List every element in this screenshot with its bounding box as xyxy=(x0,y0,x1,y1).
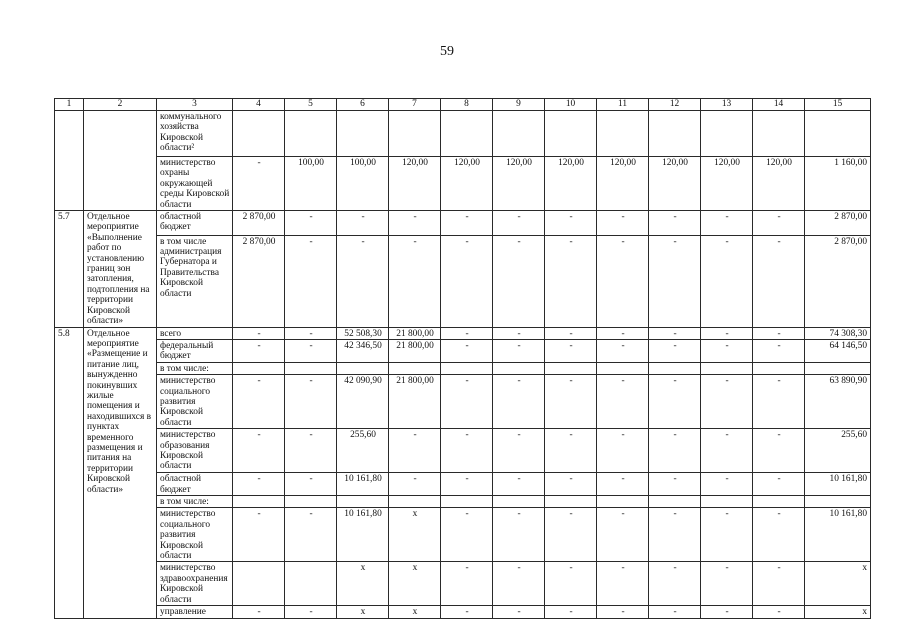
value-cell: - xyxy=(285,429,337,473)
value-cell xyxy=(753,495,805,507)
value-cell: - xyxy=(545,562,597,606)
value-cell: - xyxy=(389,473,441,496)
value-cell: - xyxy=(285,606,337,618)
value-cell: 2 870,00 xyxy=(233,235,285,327)
value-cell: - xyxy=(597,339,649,362)
column-header: 15 xyxy=(805,99,871,111)
value-cell: - xyxy=(233,339,285,362)
total-cell: 74 308,30 xyxy=(805,327,871,339)
value-cell xyxy=(493,362,545,374)
table-row xyxy=(55,157,871,211)
value-cell: - xyxy=(545,473,597,496)
value-cell: - xyxy=(493,508,545,562)
total-cell: 63 890,90 xyxy=(805,375,871,429)
column-header: 9 xyxy=(493,99,545,111)
value-cell xyxy=(493,111,545,157)
value-cell: - xyxy=(441,562,493,606)
total-cell: 10 161,80 xyxy=(805,473,871,496)
value-cell: - xyxy=(493,429,545,473)
value-cell: 120,00 xyxy=(389,157,441,211)
value-cell xyxy=(649,495,701,507)
measure-name-cell: Отдельное мероприятие «Размещение и питание лиц, вынужденно покинувших жилые помещения и находившихся в пунктах временного размещения и питания на территории Кировской области» xyxy=(84,327,157,618)
value-cell xyxy=(233,362,285,374)
table-row xyxy=(55,562,871,606)
column-header: 2 xyxy=(84,99,157,111)
value-cell xyxy=(389,111,441,157)
column-header: 13 xyxy=(701,99,753,111)
value-cell: - xyxy=(285,211,337,236)
value-cell xyxy=(649,111,701,157)
value-cell: - xyxy=(753,473,805,496)
item-number-cell: 5.8 xyxy=(55,327,84,618)
total-cell: x xyxy=(805,562,871,606)
value-cell: - xyxy=(285,327,337,339)
value-cell: - xyxy=(441,339,493,362)
value-cell: 100,00 xyxy=(285,157,337,211)
value-cell: - xyxy=(701,473,753,496)
value-cell: - xyxy=(701,235,753,327)
total-cell xyxy=(805,362,871,374)
funding-source-cell: в том числе: xyxy=(157,495,233,507)
value-cell: - xyxy=(545,327,597,339)
value-cell: - xyxy=(597,606,649,618)
value-cell: - xyxy=(753,211,805,236)
value-cell: - xyxy=(597,375,649,429)
column-header: 12 xyxy=(649,99,701,111)
value-cell: - xyxy=(597,473,649,496)
total-cell: 255,60 xyxy=(805,429,871,473)
value-cell: x xyxy=(337,606,389,618)
total-cell xyxy=(805,111,871,157)
value-cell: - xyxy=(701,429,753,473)
value-cell xyxy=(441,362,493,374)
column-header: 1 xyxy=(55,99,84,111)
value-cell xyxy=(545,111,597,157)
value-cell: 120,00 xyxy=(649,157,701,211)
value-cell: - xyxy=(285,235,337,327)
value-cell: - xyxy=(701,562,753,606)
value-cell: - xyxy=(493,211,545,236)
value-cell: - xyxy=(701,339,753,362)
value-cell: - xyxy=(441,235,493,327)
value-cell: - xyxy=(285,473,337,496)
total-cell xyxy=(805,495,871,507)
value-cell: - xyxy=(441,473,493,496)
value-cell xyxy=(233,111,285,157)
value-cell: - xyxy=(233,375,285,429)
table-row xyxy=(55,211,871,236)
value-cell: - xyxy=(545,429,597,473)
funding-source-cell: министерство здравоохранения Кировской области xyxy=(157,562,233,606)
value-cell: 120,00 xyxy=(441,157,493,211)
value-cell: 21 800,00 xyxy=(389,339,441,362)
value-cell xyxy=(597,111,649,157)
value-cell xyxy=(389,495,441,507)
value-cell xyxy=(597,495,649,507)
total-cell: 2 870,00 xyxy=(805,235,871,327)
column-header: 4 xyxy=(233,99,285,111)
value-cell: - xyxy=(649,606,701,618)
value-cell: - xyxy=(389,211,441,236)
value-cell: x xyxy=(389,606,441,618)
value-cell xyxy=(389,362,441,374)
table-row xyxy=(55,473,871,496)
header-row xyxy=(55,99,871,111)
value-cell: 21 800,00 xyxy=(389,327,441,339)
value-cell: - xyxy=(649,375,701,429)
column-header: 3 xyxy=(157,99,233,111)
funding-source-cell: в том числе: xyxy=(157,362,233,374)
value-cell: - xyxy=(597,562,649,606)
value-cell xyxy=(753,362,805,374)
value-cell: - xyxy=(545,339,597,362)
value-cell: x xyxy=(389,508,441,562)
budget-table xyxy=(54,98,871,619)
value-cell: - xyxy=(285,508,337,562)
funding-source-cell: областной бюджет xyxy=(157,473,233,496)
value-cell: - xyxy=(649,339,701,362)
value-cell: - xyxy=(597,211,649,236)
value-cell: - xyxy=(597,429,649,473)
value-cell: - xyxy=(441,429,493,473)
value-cell: - xyxy=(389,429,441,473)
value-cell: - xyxy=(649,508,701,562)
total-cell: 2 870,00 xyxy=(805,211,871,236)
value-cell xyxy=(285,562,337,606)
table-row xyxy=(55,362,871,374)
value-cell: 120,00 xyxy=(545,157,597,211)
value-cell: - xyxy=(233,157,285,211)
value-cell: 21 800,00 xyxy=(389,375,441,429)
value-cell xyxy=(441,495,493,507)
value-cell: - xyxy=(753,235,805,327)
value-cell: - xyxy=(493,339,545,362)
value-cell xyxy=(493,495,545,507)
measure-name-cell xyxy=(84,111,157,211)
value-cell: - xyxy=(753,508,805,562)
total-cell: 10 161,80 xyxy=(805,508,871,562)
funding-source-cell: всего xyxy=(157,327,233,339)
value-cell: 42 090,90 xyxy=(337,375,389,429)
value-cell: - xyxy=(441,606,493,618)
table-row xyxy=(55,429,871,473)
value-cell xyxy=(701,111,753,157)
value-cell: - xyxy=(753,327,805,339)
value-cell: - xyxy=(493,473,545,496)
column-header: 6 xyxy=(337,99,389,111)
value-cell: - xyxy=(233,606,285,618)
total-cell: x xyxy=(805,606,871,618)
value-cell: - xyxy=(701,606,753,618)
value-cell: - xyxy=(545,606,597,618)
value-cell: 52 508,30 xyxy=(337,327,389,339)
value-cell: - xyxy=(233,508,285,562)
funding-source-cell: министерство образования Кировской области xyxy=(157,429,233,473)
value-cell: - xyxy=(753,339,805,362)
value-cell: x xyxy=(337,562,389,606)
table-row xyxy=(55,508,871,562)
value-cell: - xyxy=(753,606,805,618)
table-row xyxy=(55,339,871,362)
value-cell: - xyxy=(753,375,805,429)
value-cell: - xyxy=(233,429,285,473)
value-cell xyxy=(233,562,285,606)
value-cell: - xyxy=(493,606,545,618)
value-cell: - xyxy=(649,235,701,327)
value-cell: - xyxy=(545,375,597,429)
item-number-cell xyxy=(55,111,84,211)
value-cell: 120,00 xyxy=(597,157,649,211)
value-cell: - xyxy=(337,211,389,236)
value-cell: - xyxy=(545,211,597,236)
funding-source-cell: областной бюджет xyxy=(157,211,233,236)
value-cell: - xyxy=(337,235,389,327)
value-cell: - xyxy=(285,375,337,429)
value-cell: 42 346,50 xyxy=(337,339,389,362)
value-cell xyxy=(701,495,753,507)
value-cell: 2 870,00 xyxy=(233,211,285,236)
value-cell: - xyxy=(233,327,285,339)
column-header: 5 xyxy=(285,99,337,111)
column-header: 7 xyxy=(389,99,441,111)
value-cell xyxy=(285,362,337,374)
value-cell xyxy=(753,111,805,157)
funding-source-cell: министерство охраны окружающей среды Кировской области xyxy=(157,157,233,211)
total-cell: 64 146,50 xyxy=(805,339,871,362)
value-cell: - xyxy=(753,429,805,473)
value-cell: - xyxy=(389,235,441,327)
value-cell: - xyxy=(701,211,753,236)
column-header: 11 xyxy=(597,99,649,111)
value-cell: - xyxy=(649,327,701,339)
value-cell: 100,00 xyxy=(337,157,389,211)
value-cell: - xyxy=(597,327,649,339)
value-cell: - xyxy=(753,562,805,606)
value-cell: - xyxy=(597,508,649,562)
table-row xyxy=(55,495,871,507)
value-cell xyxy=(233,495,285,507)
value-cell: 120,00 xyxy=(753,157,805,211)
table-row xyxy=(55,111,871,157)
value-cell xyxy=(337,495,389,507)
value-cell: - xyxy=(649,473,701,496)
value-cell: 120,00 xyxy=(701,157,753,211)
value-cell: 255,60 xyxy=(337,429,389,473)
column-header: 8 xyxy=(441,99,493,111)
value-cell xyxy=(337,362,389,374)
funding-source-cell: управление xyxy=(157,606,233,618)
value-cell xyxy=(545,362,597,374)
value-cell xyxy=(701,362,753,374)
value-cell: 10 161,80 xyxy=(337,508,389,562)
funding-source-cell: в том числе администрация Губернатора и Правительства Кировской области xyxy=(157,235,233,327)
value-cell: - xyxy=(441,375,493,429)
funding-source-cell: министерство социального развития Кировской области xyxy=(157,375,233,429)
table-row xyxy=(55,327,871,339)
value-cell: - xyxy=(545,508,597,562)
table-row xyxy=(55,606,871,618)
value-cell: - xyxy=(441,211,493,236)
table-row xyxy=(55,235,871,327)
value-cell xyxy=(545,495,597,507)
value-cell: - xyxy=(493,327,545,339)
value-cell xyxy=(649,362,701,374)
value-cell: - xyxy=(701,508,753,562)
value-cell: - xyxy=(493,235,545,327)
value-cell: - xyxy=(493,375,545,429)
value-cell: - xyxy=(701,327,753,339)
value-cell: - xyxy=(701,375,753,429)
value-cell: - xyxy=(441,327,493,339)
value-cell: - xyxy=(285,339,337,362)
value-cell: - xyxy=(649,211,701,236)
value-cell xyxy=(285,111,337,157)
value-cell: - xyxy=(233,473,285,496)
value-cell: - xyxy=(441,508,493,562)
column-header: 10 xyxy=(545,99,597,111)
column-header: 14 xyxy=(753,99,805,111)
value-cell xyxy=(441,111,493,157)
value-cell xyxy=(285,495,337,507)
value-cell: 120,00 xyxy=(493,157,545,211)
funding-source-cell: коммунального хозяйства Кировской области² xyxy=(157,111,233,157)
page-number: 59 xyxy=(440,44,454,59)
value-cell: x xyxy=(389,562,441,606)
value-cell: - xyxy=(493,562,545,606)
measure-name-cell: Отдельное мероприятие «Выполнение работ по установлению границ зон затопления, подтопления на территории Кировской области» xyxy=(84,211,157,327)
value-cell: - xyxy=(597,235,649,327)
item-number-cell: 5.7 xyxy=(55,211,84,327)
value-cell xyxy=(337,111,389,157)
value-cell: - xyxy=(649,429,701,473)
funding-source-cell: федеральный бюджет xyxy=(157,339,233,362)
funding-source-cell: министерство социального развития Кировской области xyxy=(157,508,233,562)
value-cell: - xyxy=(649,562,701,606)
table-row xyxy=(55,375,871,429)
value-cell: 10 161,80 xyxy=(337,473,389,496)
value-cell xyxy=(597,362,649,374)
value-cell: - xyxy=(545,235,597,327)
total-cell: 1 160,00 xyxy=(805,157,871,211)
